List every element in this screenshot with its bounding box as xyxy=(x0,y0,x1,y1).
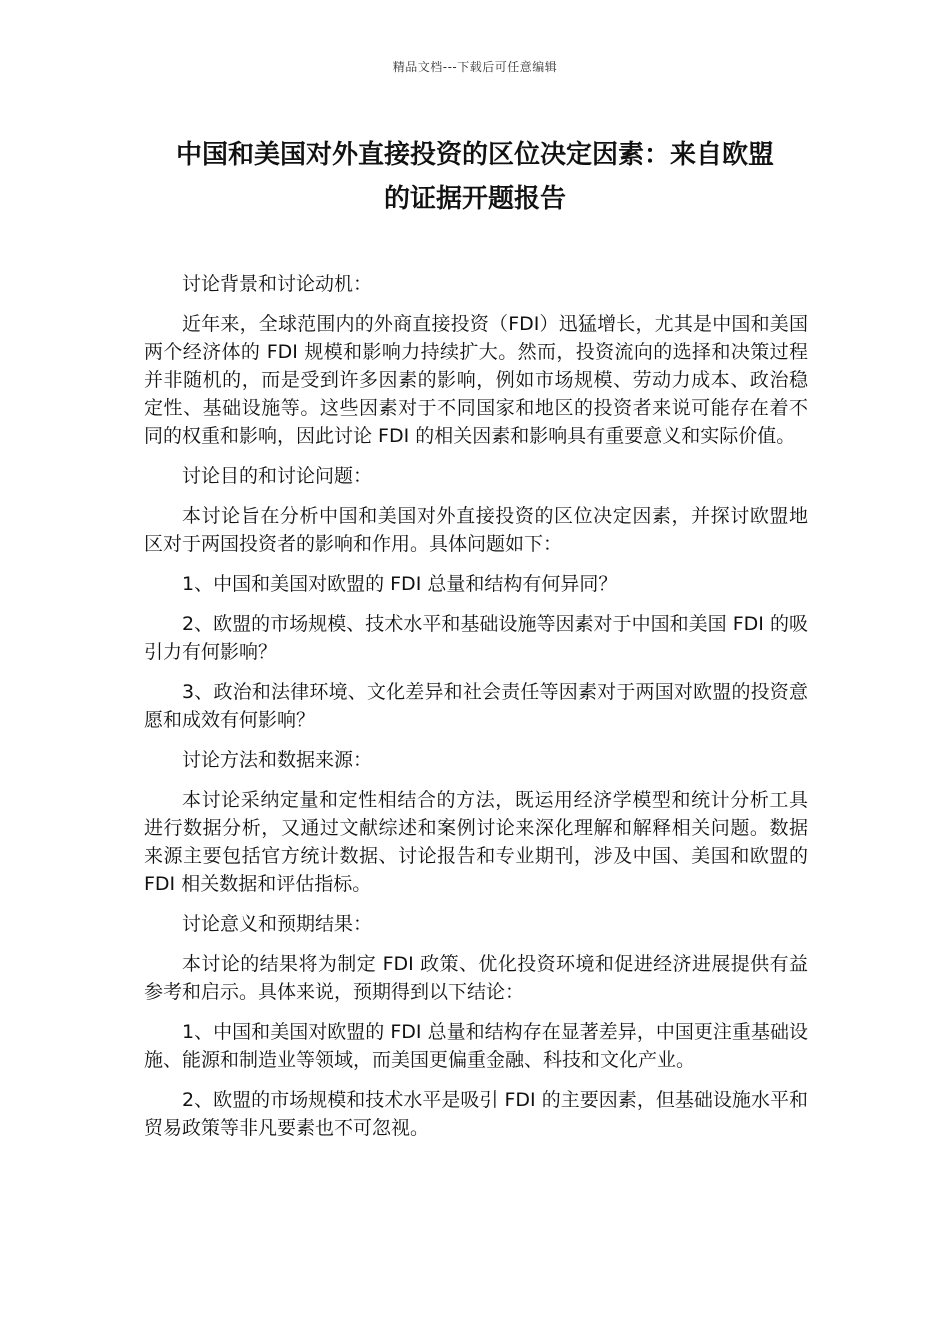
page-header: 精品文档---下载后可任意编辑 xyxy=(392,60,558,74)
title-line-1: 中国和美国对外直接投资的区位决定因素：来自欧盟 xyxy=(175,140,774,170)
question-item-2: 2、欧盟的市场规模、技术水平和基础设施等因素对于中国和美国 FDI 的吸引力有何影响？ xyxy=(144,613,808,663)
conclusion-item-2: 2、欧盟的市场规模和技术水平是吸引 FDI 的主要因素，但基础设施水平和贸易政策等非凡要素也不可忽视。 xyxy=(144,1089,808,1139)
section-heading-method: 讨论方法和数据来源： xyxy=(182,749,373,771)
paragraph-background: 近年来，全球范围内的外商直接投资（FDI）迅猛增长，尤其是中国和美国两个经济体的 FDI 规模和影响力持续扩大。然而，投资流向的选择和决策过程并非随机的，而是受到许多因素的影响，例如市场规模、劳动力成本、政治稳定性、基础设施等。这些因素对于不同国家和地区的投资者来说可能存在着不同的权重和影响，因此讨论 FDI 的相关因素和影响具有重要意义和实际价值。 xyxy=(144,313,808,447)
document-body xyxy=(144,270,808,1154)
conclusion-item-1: 1、中国和美国对欧盟的 FDI 总量和结构存在显著差异，中国更注重基础设施、能源和制造业等领域，而美国更偏重金融、科技和文化产业。 xyxy=(144,1021,808,1071)
paragraph-method: 本讨论采纳定量和定性相结合的方法，既运用经济学模型和统计分析工具进行数据分析，又通过文献综述和案例讨论来深化理解和解释相关问题。数据来源主要包括官方统计数据、讨论报告和专业期刊，涉及中国、美国和欧盟的 FDI 相关数据和评估指标。 xyxy=(144,789,808,895)
question-item-3: 3、政治和法律环境、文化差异和社会责任等因素对于两国对欧盟的投资意愿和成效有何影响？ xyxy=(144,681,808,731)
section-heading-purpose: 讨论目的和讨论问题： xyxy=(182,465,373,487)
paragraph-purpose: 本讨论旨在分析中国和美国对外直接投资的区位决定因素，并探讨欧盟地区对于两国投资者的影响和作用。具体问题如下： xyxy=(144,505,808,555)
paragraph-significance: 本讨论的结果将为制定 FDI 政策、优化投资环境和促进经济进展提供有益参考和启示。具体来说，预期得到以下结论： xyxy=(144,953,808,1003)
document-title xyxy=(130,133,820,221)
question-item-1: 1、中国和美国对欧盟的 FDI 总量和结构有何异同？ xyxy=(182,573,618,595)
section-heading-background: 讨论背景和讨论动机： xyxy=(182,273,373,295)
title-line-2: 的证据开题报告 xyxy=(383,184,566,214)
section-heading-significance: 讨论意义和预期结果： xyxy=(182,913,373,935)
